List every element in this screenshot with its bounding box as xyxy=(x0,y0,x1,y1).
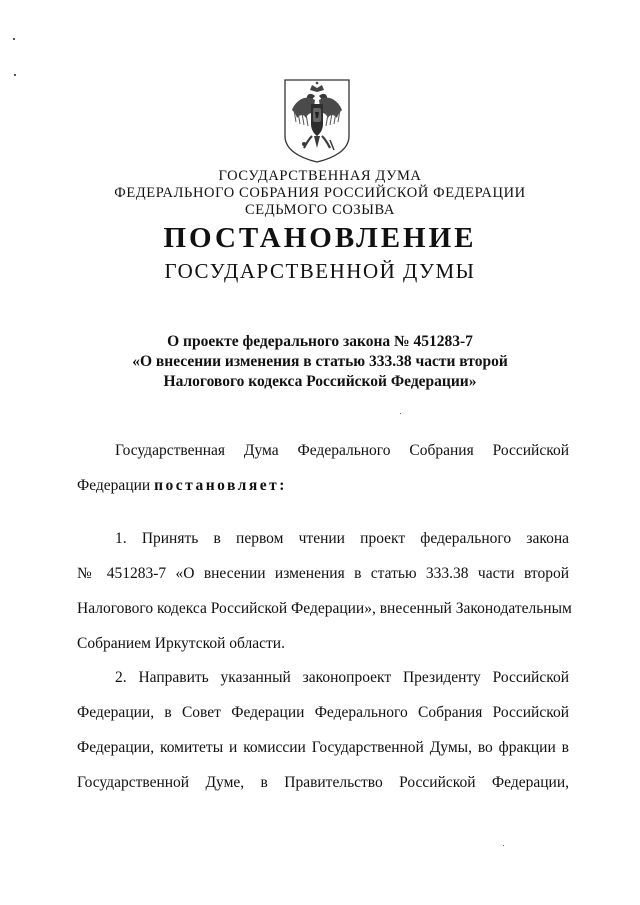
coat-of-arms-icon xyxy=(282,78,352,164)
bill-title-line-3: Налогового кодекса Российской Федерации» xyxy=(163,373,477,390)
header-line-2: ФЕДЕРАЛЬНОГО СОБРАНИЯ РОССИЙСКОЙ ФЕДЕРАЦИИ xyxy=(114,185,526,201)
item-1-line-3: Налогового кодекса Российской Федерации», внесенный Законодательным xyxy=(77,600,572,617)
intro-paragraph xyxy=(77,433,569,503)
item-2-line-2: Федерации, в Совет Федерации Федерального Собрания Российской xyxy=(77,704,569,721)
item-1-paragraph xyxy=(77,521,572,661)
scan-speck xyxy=(400,413,401,414)
scan-speck xyxy=(14,74,16,76)
item-2-paragraph xyxy=(77,660,569,800)
bill-title-line-2: «О внесении изменения в статью 333.38 части второй xyxy=(132,353,508,370)
bill-title-line-1: О проекте федерального закона № 451283-7 xyxy=(167,333,473,350)
document-subtitle: ГОСУДАРСТВЕННОЙ ДУМЫ xyxy=(164,259,476,283)
scan-speck xyxy=(503,845,504,846)
item-2-line-1: 2. Направить указанный законопроект Президенту Российской xyxy=(115,669,569,686)
item-1-line-2: № 451283-7 «О внесении изменения в статью 333.38 части второй xyxy=(77,565,569,582)
intro-line-2-start: Федерации xyxy=(77,477,155,494)
document-title: ПОСТАНОВЛЕНИЕ xyxy=(163,222,477,254)
item-2-line-4: Государственной Думе, в Правительство Российской Федерации, xyxy=(77,774,569,791)
item-1-line-4: Собранием Иркутской области. xyxy=(77,635,285,652)
header-line-1: ГОСУДАРСТВЕННАЯ ДУМА xyxy=(218,168,422,184)
resolves-word: постановляет: xyxy=(154,477,287,494)
item-1-line-1: 1. Принять в первом чтении проект федерального закона xyxy=(115,530,569,547)
intro-line-1: Государственная Дума Федерального Собрания Российской xyxy=(115,442,569,459)
item-2-line-3: Федерации, комитеты и комиссии Государственной Думы, во фракции в xyxy=(77,739,569,756)
scan-speck xyxy=(13,38,15,40)
header-line-3: СЕДЬМОГО СОЗЫВА xyxy=(245,202,395,218)
intro-line-2 xyxy=(77,468,569,503)
